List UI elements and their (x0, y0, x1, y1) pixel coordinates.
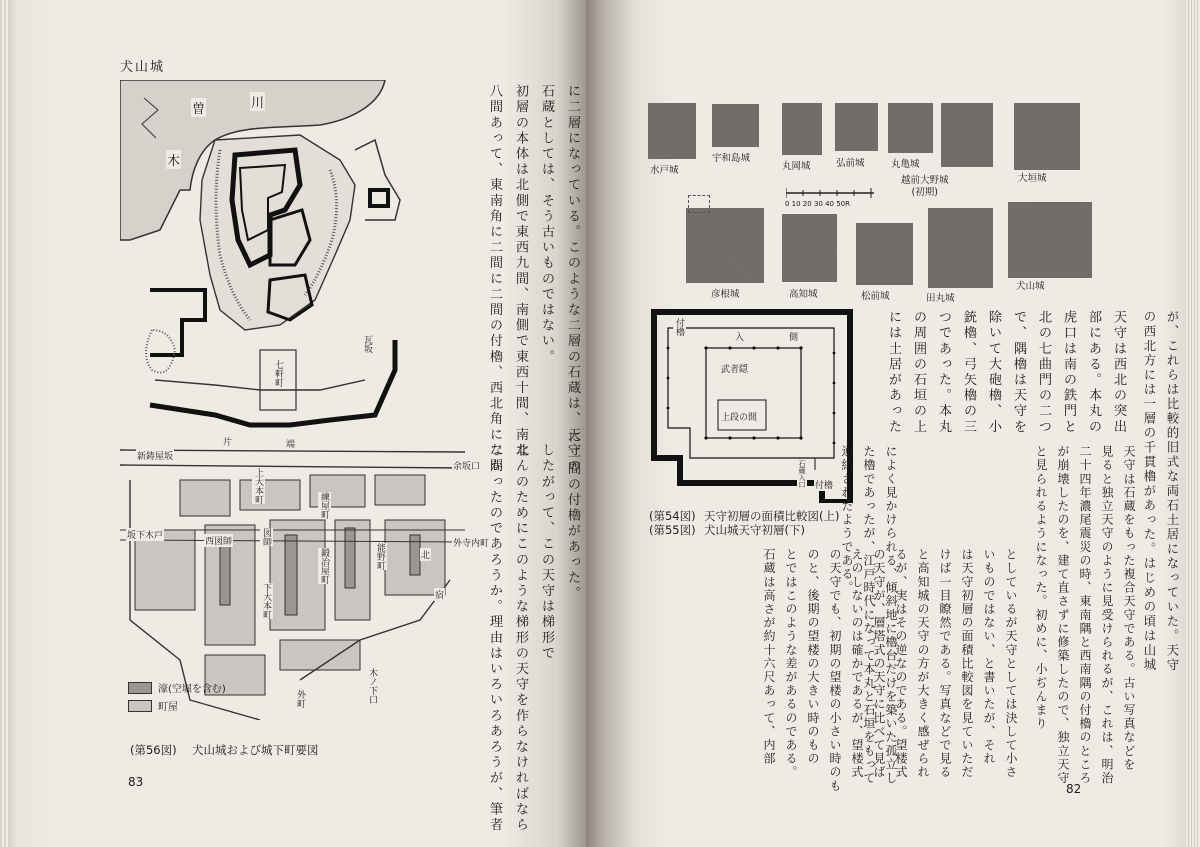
right-page (586, 0, 1200, 847)
label-ogaki: 大垣城 (1018, 173, 1047, 184)
figure-number-56: (第56図) (130, 743, 177, 757)
scale-label: 0 10 20 30 40 50R (785, 200, 850, 208)
right-upper-column-4: 北の七曲門の二つ (1036, 310, 1051, 435)
map-label-kamihonmachi: 上大本町 (253, 468, 263, 504)
label-mito: 水戸城 (650, 165, 679, 176)
west-defence-line (150, 290, 205, 355)
right-bottom-column-13: えのしないのは確かであるが、望楼式 (850, 548, 864, 780)
map-label-hata: 端 (285, 437, 296, 450)
left-text-column-5: に二間の付櫓があった。 (565, 430, 580, 602)
label-matsumae: 松前城 (861, 291, 890, 302)
running-head: 犬山城 (120, 60, 166, 75)
plan-tamaru (928, 208, 993, 288)
plan-matsumae (856, 223, 913, 285)
figure-caption-55: 犬山城天守初層(下) (704, 523, 805, 537)
label-hirosaki: 弘前城 (836, 158, 865, 169)
plan-hikone-dashed-ext (688, 195, 710, 213)
left-page (0, 0, 586, 847)
plan-kochi (782, 214, 837, 282)
scale-bar (786, 188, 876, 198)
map-label-river-1: 曽 (191, 98, 206, 117)
right-bottom-column-17: 石蔵は高さが約十六尺あって、内部 (762, 548, 776, 766)
right-upper-column-10: には土居があった (886, 310, 901, 435)
floor-plan-outline (654, 312, 850, 502)
outer-road-2 (120, 465, 465, 468)
map-label-nomachi: 能野町 (375, 543, 385, 570)
map-label-sotomachi: 外町 (295, 690, 305, 708)
map-label-yado: 宿 (434, 588, 445, 601)
figure-caption-56: 犬山城および城下町要図 (192, 743, 319, 757)
inuyama-floor-plan (650, 308, 855, 503)
plan-inuyama (1008, 202, 1092, 278)
left-text-column-3: 初層の本体は北側で東西九間、南側で東西十間、南北 (513, 84, 528, 459)
label-tamaru: 田丸城 (926, 293, 955, 304)
map-label-sotodera: 外寺内町 (452, 536, 490, 549)
figure-caption-54: 天守初層の面積比較図(上) (704, 509, 840, 523)
plan-uwajima (712, 104, 759, 147)
plan-label-musha: 武者隠 (720, 362, 749, 375)
figure-number-55: (第55図) (649, 523, 696, 537)
left-text-column-1: に二層になっている。このような二層の石蔵は、天守の (565, 84, 580, 474)
legend-label-moat: 濠(空堀を含む) (158, 684, 226, 695)
right-lower-column-3: によく見かけられる、傾斜地に櫓台だけを築いた孤立し (884, 445, 898, 785)
plan-label-tsuke2: 付櫓 (814, 478, 834, 491)
plan-label-gawa: 側 (788, 330, 799, 343)
right-bottom-column-2: 見ると独立天守のように見受けられるが、これは、明治 (1100, 445, 1114, 785)
right-upper-column-2: 部にある。本丸の (1086, 310, 1101, 435)
map-label-shimohonmachi: 下大本町 (261, 583, 271, 619)
plan-maruoka (782, 103, 822, 155)
right-bottom-column-1: 天守は石蔵をもった複合天守である。古い写真などを (1122, 445, 1136, 772)
plan-hikone (686, 208, 764, 283)
page-edge-left (0, 0, 10, 847)
plan-mito (648, 103, 696, 159)
legend-label-town: 町屋 (158, 702, 178, 713)
plan-label-iri: 入 (734, 330, 745, 343)
right-bottom-column-11: るが、実はその逆なのである。望楼式 (894, 548, 908, 780)
label-marugame: 丸亀城 (891, 159, 920, 170)
page-edge-right (1186, 0, 1200, 847)
plan-marugame (888, 103, 933, 153)
figure-number-54: (第54図) (649, 509, 696, 523)
label-ono: 越前大野城 (初期) (901, 175, 949, 198)
east-bastion (370, 190, 388, 206)
left-text-column-4: 八間あって、東南角に二間に二間の付櫓、西北角に二間 (487, 84, 502, 474)
map-label-kata: 片 (222, 435, 233, 448)
castle-town-map (120, 80, 465, 720)
right-lower-column-4: た櫓であったが、江戸時代になって本丸と石垣をもって (862, 445, 876, 785)
right-lower-column-2: の西北方には一層の千貫櫓があった。はじめの頃は山城 (1142, 310, 1157, 673)
right-upper-column-1: 天守は西北の突出 (1111, 310, 1126, 435)
page-number-left: 83 (128, 775, 144, 789)
plan-ono (941, 103, 993, 167)
plan-label-stone: 石蔵入口 (798, 460, 806, 488)
left-text-column-7: なんのためにこのような梯形の天守を作らなければなら (513, 443, 528, 833)
map-label-zusi: 図師 (261, 528, 271, 546)
right-bottom-column-16: とではこのような差があるのである。 (784, 548, 798, 780)
right-upper-column-8: つであった。本丸 (936, 310, 951, 435)
label-uwajima: 宇和島城 (712, 153, 751, 164)
right-bottom-column-8: は天守初層の面積比較図を見ていただ (960, 548, 974, 780)
map-label-river-2: 川 (250, 92, 265, 111)
map-label-nanaken: 七軒町 (273, 360, 283, 387)
map-label-sakashita: 坂下木戸 (126, 528, 164, 541)
left-text-column-8: なかったのであろうか。理由はいろいろあろうが、筆者 (487, 443, 502, 833)
right-bottom-column-6: としているが天守としては決して小さ (1004, 548, 1018, 780)
right-bottom-column-14: の天守でも、初期の望楼の小さい時のも (828, 548, 842, 793)
label-maruoka: 丸岡城 (782, 161, 811, 172)
right-upper-column-7: 銃櫓、弓矢櫓の三 (961, 310, 976, 435)
map-label-kajiya: 鍛冶屋町 (319, 548, 329, 584)
legend-swatch-town (128, 700, 152, 712)
map-label-slope: 瓦坂 (362, 335, 372, 353)
right-lower-column-5: 連結されたようである。 (840, 445, 854, 595)
label-kochi: 高知城 (789, 289, 818, 300)
right-bottom-column-10: と高知城の天守の方が大きく感ぜられ (916, 548, 930, 780)
right-bottom-column-9: けば一目瞭然である。写真などで見る (938, 548, 952, 780)
right-bottom-column-15: のと、後期の望楼の大きい時のもの (806, 548, 820, 766)
map-label-kita: 北 (420, 548, 431, 561)
plan-ogaki (1014, 103, 1080, 170)
right-bottom-column-3: 二十四年濃尾震災の時、東南隅と西南隅の付櫓のところ (1078, 445, 1092, 785)
left-text-column-6: したがって、この天守は梯形で (539, 443, 554, 662)
right-lower-column-1: が、これらは比較的旧式な両石土居になっていた。天守 (1165, 310, 1180, 673)
right-upper-column-5: で、隅櫓は天守を (1011, 310, 1026, 435)
page-number-right: 82 (1066, 782, 1082, 796)
map-label-nishizu: 西図師 (204, 534, 233, 547)
right-bottom-column-5: と見られるようになった。初めに、小ぢんまり (1034, 445, 1048, 731)
castle-hill (200, 135, 355, 330)
map-label-sakado: 新鋳屋坂 (136, 449, 174, 462)
map-label-river-3: 木 (166, 150, 181, 169)
right-upper-column-3: 虎口は南の鉄門と (1061, 310, 1076, 435)
plan-hirosaki (835, 103, 878, 151)
label-inuyama: 犬山城 (1016, 281, 1045, 292)
map-label-shinmachi: 練屋町 (319, 492, 329, 519)
plan-label-tsuke1: 付櫓 (674, 318, 684, 336)
right-bottom-column-4: が崩壊したのを、建て直さずに修築したので、独立天守 (1056, 445, 1070, 785)
plan-label-jodan: 上段の間 (720, 410, 758, 423)
label-hikone: 彦根城 (711, 289, 740, 300)
right-bottom-column-12: の天守が、層塔式の天守に比べて見ば (872, 548, 886, 780)
right-upper-column-9: の周囲の石垣の上 (911, 310, 926, 435)
hill-left-pond (146, 330, 175, 373)
map-label-yosaka: 余坂口 (452, 459, 481, 472)
legend-swatch-moat (128, 682, 152, 694)
right-bottom-column-7: いものではない、と書いたが、それ (982, 548, 996, 766)
right-upper-column-6: 除いて大砲櫓、小 (986, 310, 1001, 435)
map-label-kinoshita: 木ノ下口 (367, 668, 377, 704)
left-text-column-2: 石蔵としては、そう古いものではない。 (539, 84, 554, 365)
